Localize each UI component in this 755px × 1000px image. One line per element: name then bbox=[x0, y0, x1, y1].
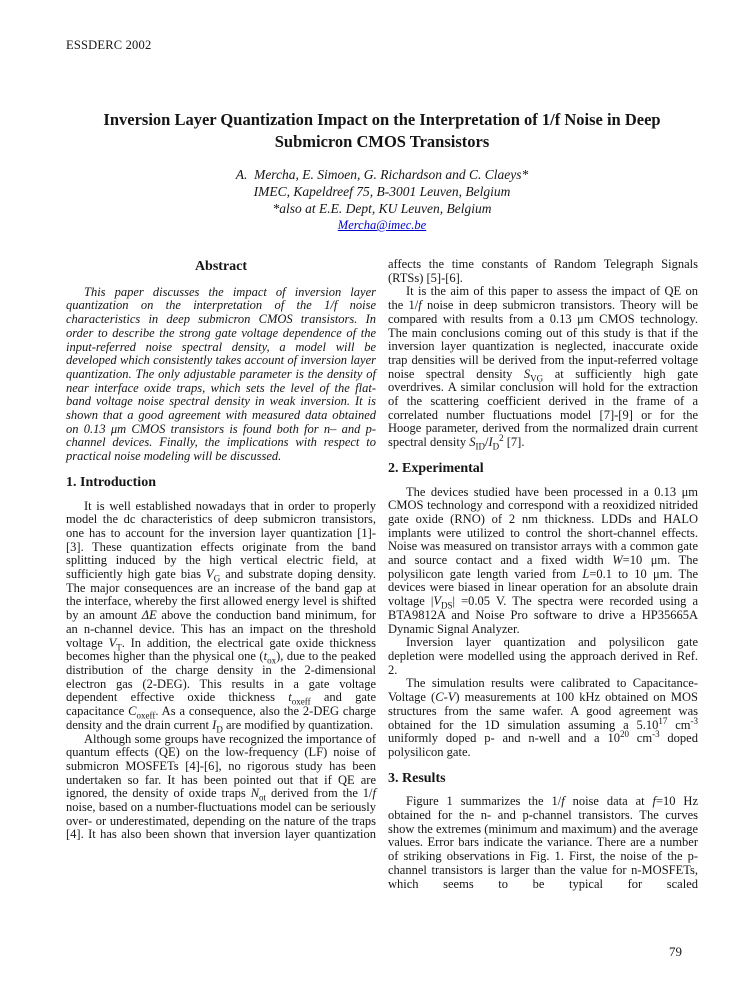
left-column bbox=[66, 258, 376, 891]
aim-paragraph: It is the aim of this paper to assess the impact of QE on the 1/f noise in deep submicron transistors. Theory will be compared with results from a 0.13 μm CMOS technology. The main conclusions coming out of this study is that if the inversion layer quantization is neglected, inaccurate oxide trap densities will be derived from the input-referred voltage noise spectral density $S_{VG}$ at sufficiently high gate overdrives. A similar conclusion will hold for the extraction of the scattering coefficient derived in the frame of a correlated number fluctuations model [7]-[9] or for the Hooge parameter, derived from the normalized drain current spectral density $S_{ID}/I_D^2$ [7]. bbox=[388, 284, 698, 452]
results-paragraph-1: Figure 1 summarizes the 1/f noise data at f=10 Hz obtained for the n- and p-channel transistors. The curves show the extremes (minimum and maximum) and the average values. Error bars indicate the variance. There are a number of striking observations in Fig. 1. First, the noise of the p-channel transistors is larger than the value for n-MOSFETs, which seems to be typical for scaled bbox=[388, 794, 699, 891]
intro-paragraph-1: It is well established nowadays that in order to properly model the dc characteristics of deep submicron transistors, one has to account for the inversion layer quantization [1]-[3]. These quantization effects originate from the band splitting induced by the high vertical electric field, at sufficiently high gate bias $V_G$ and substrate doping density. The major consequences are an increase of the band gap at the interface, whereby the first allowed energy level is shifted by an amount ΔE above the conduction band minimum, for an n-channel device. This has an impact on the threshold voltage $V_T$. In addition, the electrical gate oxide thickness becomes higher than the physical one $(t_{ox})$, due to the peaked distribution of the charge density in the 2-dimensional electron gas (2-DEG). This results in a gate voltage dependent effective oxide thickness $t_{oxeff}$ and gate capacitance $C_{oxeff}$. As a consequence, also the 2-DEG charge density and the drain current $I_D$ are modified by quantization. bbox=[66, 498, 376, 735]
results-heading: 3. Results bbox=[388, 770, 446, 786]
paper-title bbox=[66, 109, 698, 153]
author-names: A. Mercha, E. Simoen, G. Richardson and C. Claeys* bbox=[235, 167, 529, 182]
paper-title-line1: Inversion Layer Quantization Impact on the Interpretation of 1/f Noise in Deep bbox=[103, 110, 661, 129]
page-number: 79 bbox=[669, 944, 682, 959]
right-column bbox=[388, 258, 698, 891]
experimental-paragraph-3: The simulation results were calibrated to Capacitance-Voltage (C-V) measurements at 100 kHz obtained on MOS structures from the same wafer. A good agreement was obtained for the 1D simulation assuming a 5.10$^{17}$ $cm^{-3}$ uniformly doped p- and n-well and a $10^{20}$ $cm^{-3}$ doped polysilicon gate. bbox=[388, 676, 698, 759]
experimental-paragraph-1: The devices studied have been processed in a 0.13 μm CMOS technology and correspond with a reoxidized nitrided gate oxide (RNO) of 2 nm thickness. LDDs and HALO implants were utilized to control the short-channel effects. Noise was measured on transistor arrays with a common gate and source contact and a fixed width W=10 μm. The polysilicon gate length varied from L=0.1 to 10 μm. The devices were biased in linear operation for an absolute drain voltage $|V_{DS}| =0.05$ V. The spectra were recorded using a BTA9812A and Noise Pro software to drive a HP35665A Dynamic Signal Analyzer. bbox=[388, 484, 699, 636]
conference-header: ESSDERC 2002 bbox=[66, 38, 152, 52]
email-link[interactable]: Mercha@imec.be bbox=[337, 218, 427, 232]
abstract-paragraph: This paper discusses the impact of inversion layer quantization on the interpretation of the 1/f noise characteristics in deep submicron CMOS transistors. In order to describe the strong gate voltage dependence of the input-referred noise spectral density, a model will be developed which consistently takes account of inversion layer quantization. The only adjustable parameter is the density of near interface oxide traps, which sets the level of the flat-band voltage noise spectral density in weak inversion. It is shown that a good agreement with measured data obtained on 0.13 μm CMOS transistors is found both for n– and p-channel devices. Finally, the implications with respect to practical noise modeling will be discussed. bbox=[66, 284, 376, 464]
paper-title-line2: Submicron CMOS Transistors bbox=[274, 132, 490, 151]
introduction-heading: 1. Introduction bbox=[66, 474, 156, 490]
intro-paragraph-2: Although some groups have recognized the importance of quantum effects (QE) on the low-frequency (LF) noise of submicron MOSFETs [4]-[6], no rigorous study has been undertaken so far. It has been pointed out that if QE are ignored, the density of oxide traps $N_{ot}$ derived from the 1/f noise, based on a number-fluctuations model can be seriously over- or underestimated, depending on the nature of the traps [4]. It has also been shown that inversion layer quantization bbox=[66, 731, 377, 842]
abstract-heading: Abstract bbox=[194, 259, 248, 274]
experimental-paragraph-2: Inversion layer quantization and polysilicon gate depletion were modelled using the approach derived in Ref. 2. bbox=[388, 635, 698, 677]
two-column-body bbox=[66, 258, 698, 891]
affiliation-line-1: IMEC, Kapeldreef 75, B-3001 Leuven, Belgium bbox=[253, 184, 511, 199]
experimental-heading: 2. Experimental bbox=[388, 460, 484, 476]
author-block bbox=[66, 166, 698, 234]
email-line bbox=[66, 217, 698, 234]
continuation-paragraph: affects the time constants of Random Telegraph Signals (RTSs) [5]-[6]. bbox=[388, 257, 698, 285]
affiliation-line-2: *also at E.E. Dept, KU Leuven, Belgium bbox=[272, 201, 492, 216]
